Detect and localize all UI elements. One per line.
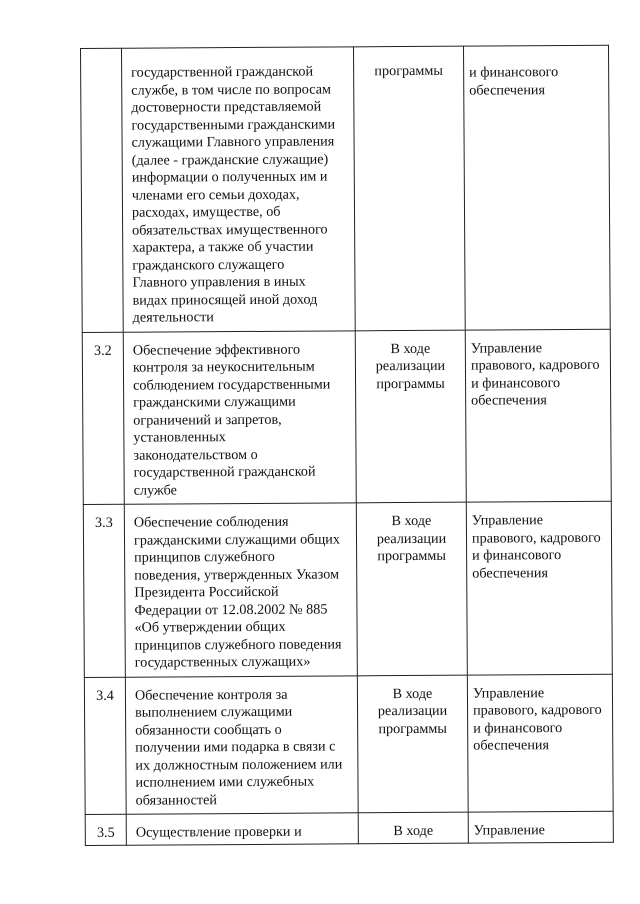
term-line: программы — [376, 375, 445, 392]
measure-description-line: государственной гражданской — [133, 463, 316, 481]
responsible-line: обеспечения — [472, 564, 549, 582]
term-cell — [358, 812, 468, 843]
row-number: 3.5 — [96, 824, 115, 841]
term-line: реализации — [376, 530, 447, 547]
measure-description-line: обязанности сообщать о — [135, 721, 282, 739]
measure-description-cell — [125, 675, 358, 814]
term-line: реализации — [375, 357, 446, 375]
responsible-line: обеспечения — [469, 81, 546, 99]
term-line: программы — [378, 720, 447, 737]
measure-description-line: служащими Главного управления — [131, 133, 335, 151]
row-number-cell — [85, 814, 126, 845]
measure-description-line: получении ими подарка в связи с — [135, 738, 336, 756]
measure-description-line: достоверности представляемой — [131, 98, 322, 116]
table-row — [84, 674, 613, 815]
responsible-line: Управление — [472, 684, 545, 702]
row-number: 3.2 — [93, 342, 112, 359]
measures-table — [80, 45, 614, 846]
measure-description-line: деятельности — [132, 309, 214, 326]
measure-description-line: информации о полученных им и — [131, 168, 328, 186]
term-cell — [356, 502, 467, 675]
measure-description-line: видах приносящей иной доход — [132, 291, 318, 309]
measure-description-line: ограничений и запретов, — [133, 411, 282, 429]
responsible-line: и финансового — [471, 374, 561, 392]
term-cell — [357, 675, 468, 813]
responsible-line: и финансового — [473, 719, 563, 737]
measure-description-line: контроля за неукоснительным — [132, 358, 315, 376]
responsible-line: Управление — [473, 822, 545, 839]
responsible-line: обеспечения — [471, 392, 547, 409]
table-row — [83, 501, 612, 677]
measure-description-line: обязательствах имущественного — [132, 220, 328, 239]
term-line: В ходе — [390, 340, 431, 357]
responsible-line: Управление — [470, 339, 543, 357]
measure-description-cell — [126, 813, 358, 845]
measure-description-line: установленных — [133, 429, 226, 446]
responsible-line: правового, кадрового — [471, 529, 601, 547]
row-number: 3.3 — [94, 514, 113, 531]
measure-description-line: государственными гражданскими — [131, 115, 336, 134]
measure-description-line: (далее - гражданские служащие) — [131, 150, 329, 169]
term-cell — [355, 330, 466, 503]
row-number: 3.4 — [96, 687, 114, 704]
responsible-line: правового, кадрового — [470, 356, 600, 374]
measure-description-line: гражданскими служащими общих — [133, 530, 341, 549]
term-cell — [353, 46, 465, 330]
measure-description-line: Обеспечение соблюдения — [133, 513, 289, 531]
measures-table-body — [81, 45, 614, 845]
measure-description-line: обязанностей — [135, 791, 218, 809]
row-number-cell — [83, 504, 125, 677]
measure-description-line: членами его семьи доходах, — [131, 186, 300, 204]
row-number-cell — [82, 332, 124, 505]
term-line: В ходе — [392, 685, 433, 702]
measure-description-line: Федерации от 12.08.2002 № 885 — [134, 600, 328, 619]
term-line: В ходе — [393, 822, 434, 840]
measure-description-line: поведения, утвержденных Указом — [134, 565, 340, 584]
responsible-line: Управление — [471, 512, 544, 529]
term-line: реализации — [377, 702, 448, 720]
measure-description-line: исполнением ими служебных — [135, 773, 315, 791]
measure-description-line: гражданскими служащими — [133, 393, 296, 411]
measure-description-line: службе, в том числе по вопросам — [131, 80, 331, 99]
table-row — [81, 45, 611, 332]
measure-description-line: службе — [133, 481, 177, 499]
measures-table-wrapper — [80, 45, 613, 846]
measure-description-line: Президента Российской — [134, 583, 279, 601]
measure-description-line: принципов служебного — [134, 548, 275, 566]
measure-description-line: Обеспечение эффективного — [132, 341, 301, 359]
measure-description-line: Главного управления в иных — [132, 273, 306, 291]
responsible-line: и финансового — [469, 64, 559, 81]
measure-description-line: Осуществление проверки и — [135, 823, 302, 841]
table-row — [82, 329, 611, 505]
measure-description-cell — [123, 330, 356, 504]
measure-description-line: расходах, имуществе, об — [131, 203, 281, 221]
measure-description-line: Обеспечение контроля за — [134, 686, 288, 704]
measure-description-line: государственной гражданской — [131, 63, 314, 81]
responsible-line: и финансового — [472, 547, 562, 564]
term-line: программы — [374, 62, 443, 80]
measure-description-line: законодательством о — [133, 446, 258, 464]
responsible-line: обеспечения — [473, 737, 550, 754]
responsible-line: правового, кадрового — [473, 701, 602, 719]
responsible-cell — [466, 501, 612, 674]
measure-description-line: государственных служащих» — [134, 653, 311, 671]
measure-description-line: выполнением служащими — [135, 703, 293, 721]
measure-description-line: соблюдением государственными — [133, 375, 331, 394]
responsible-cell — [468, 811, 613, 842]
measure-description-line: «Об утверждении общих — [134, 618, 286, 636]
measure-description-line: их должностным положением или — [135, 755, 343, 774]
table-row — [85, 811, 613, 845]
row-number-cell — [81, 48, 124, 332]
measure-description-cell — [122, 47, 356, 332]
responsible-cell — [465, 329, 611, 502]
measure-description-cell — [124, 503, 357, 677]
measure-description-line: принципов служебного поведения — [134, 635, 342, 654]
responsible-cell — [467, 674, 613, 812]
measure-description-line: гражданского служащего — [132, 256, 285, 274]
row-number-cell — [84, 677, 126, 815]
measure-description-line: характера, а также об участии — [132, 238, 314, 256]
term-line: В ходе — [391, 512, 432, 530]
term-line: программы — [377, 547, 446, 565]
responsible-cell — [463, 45, 610, 329]
